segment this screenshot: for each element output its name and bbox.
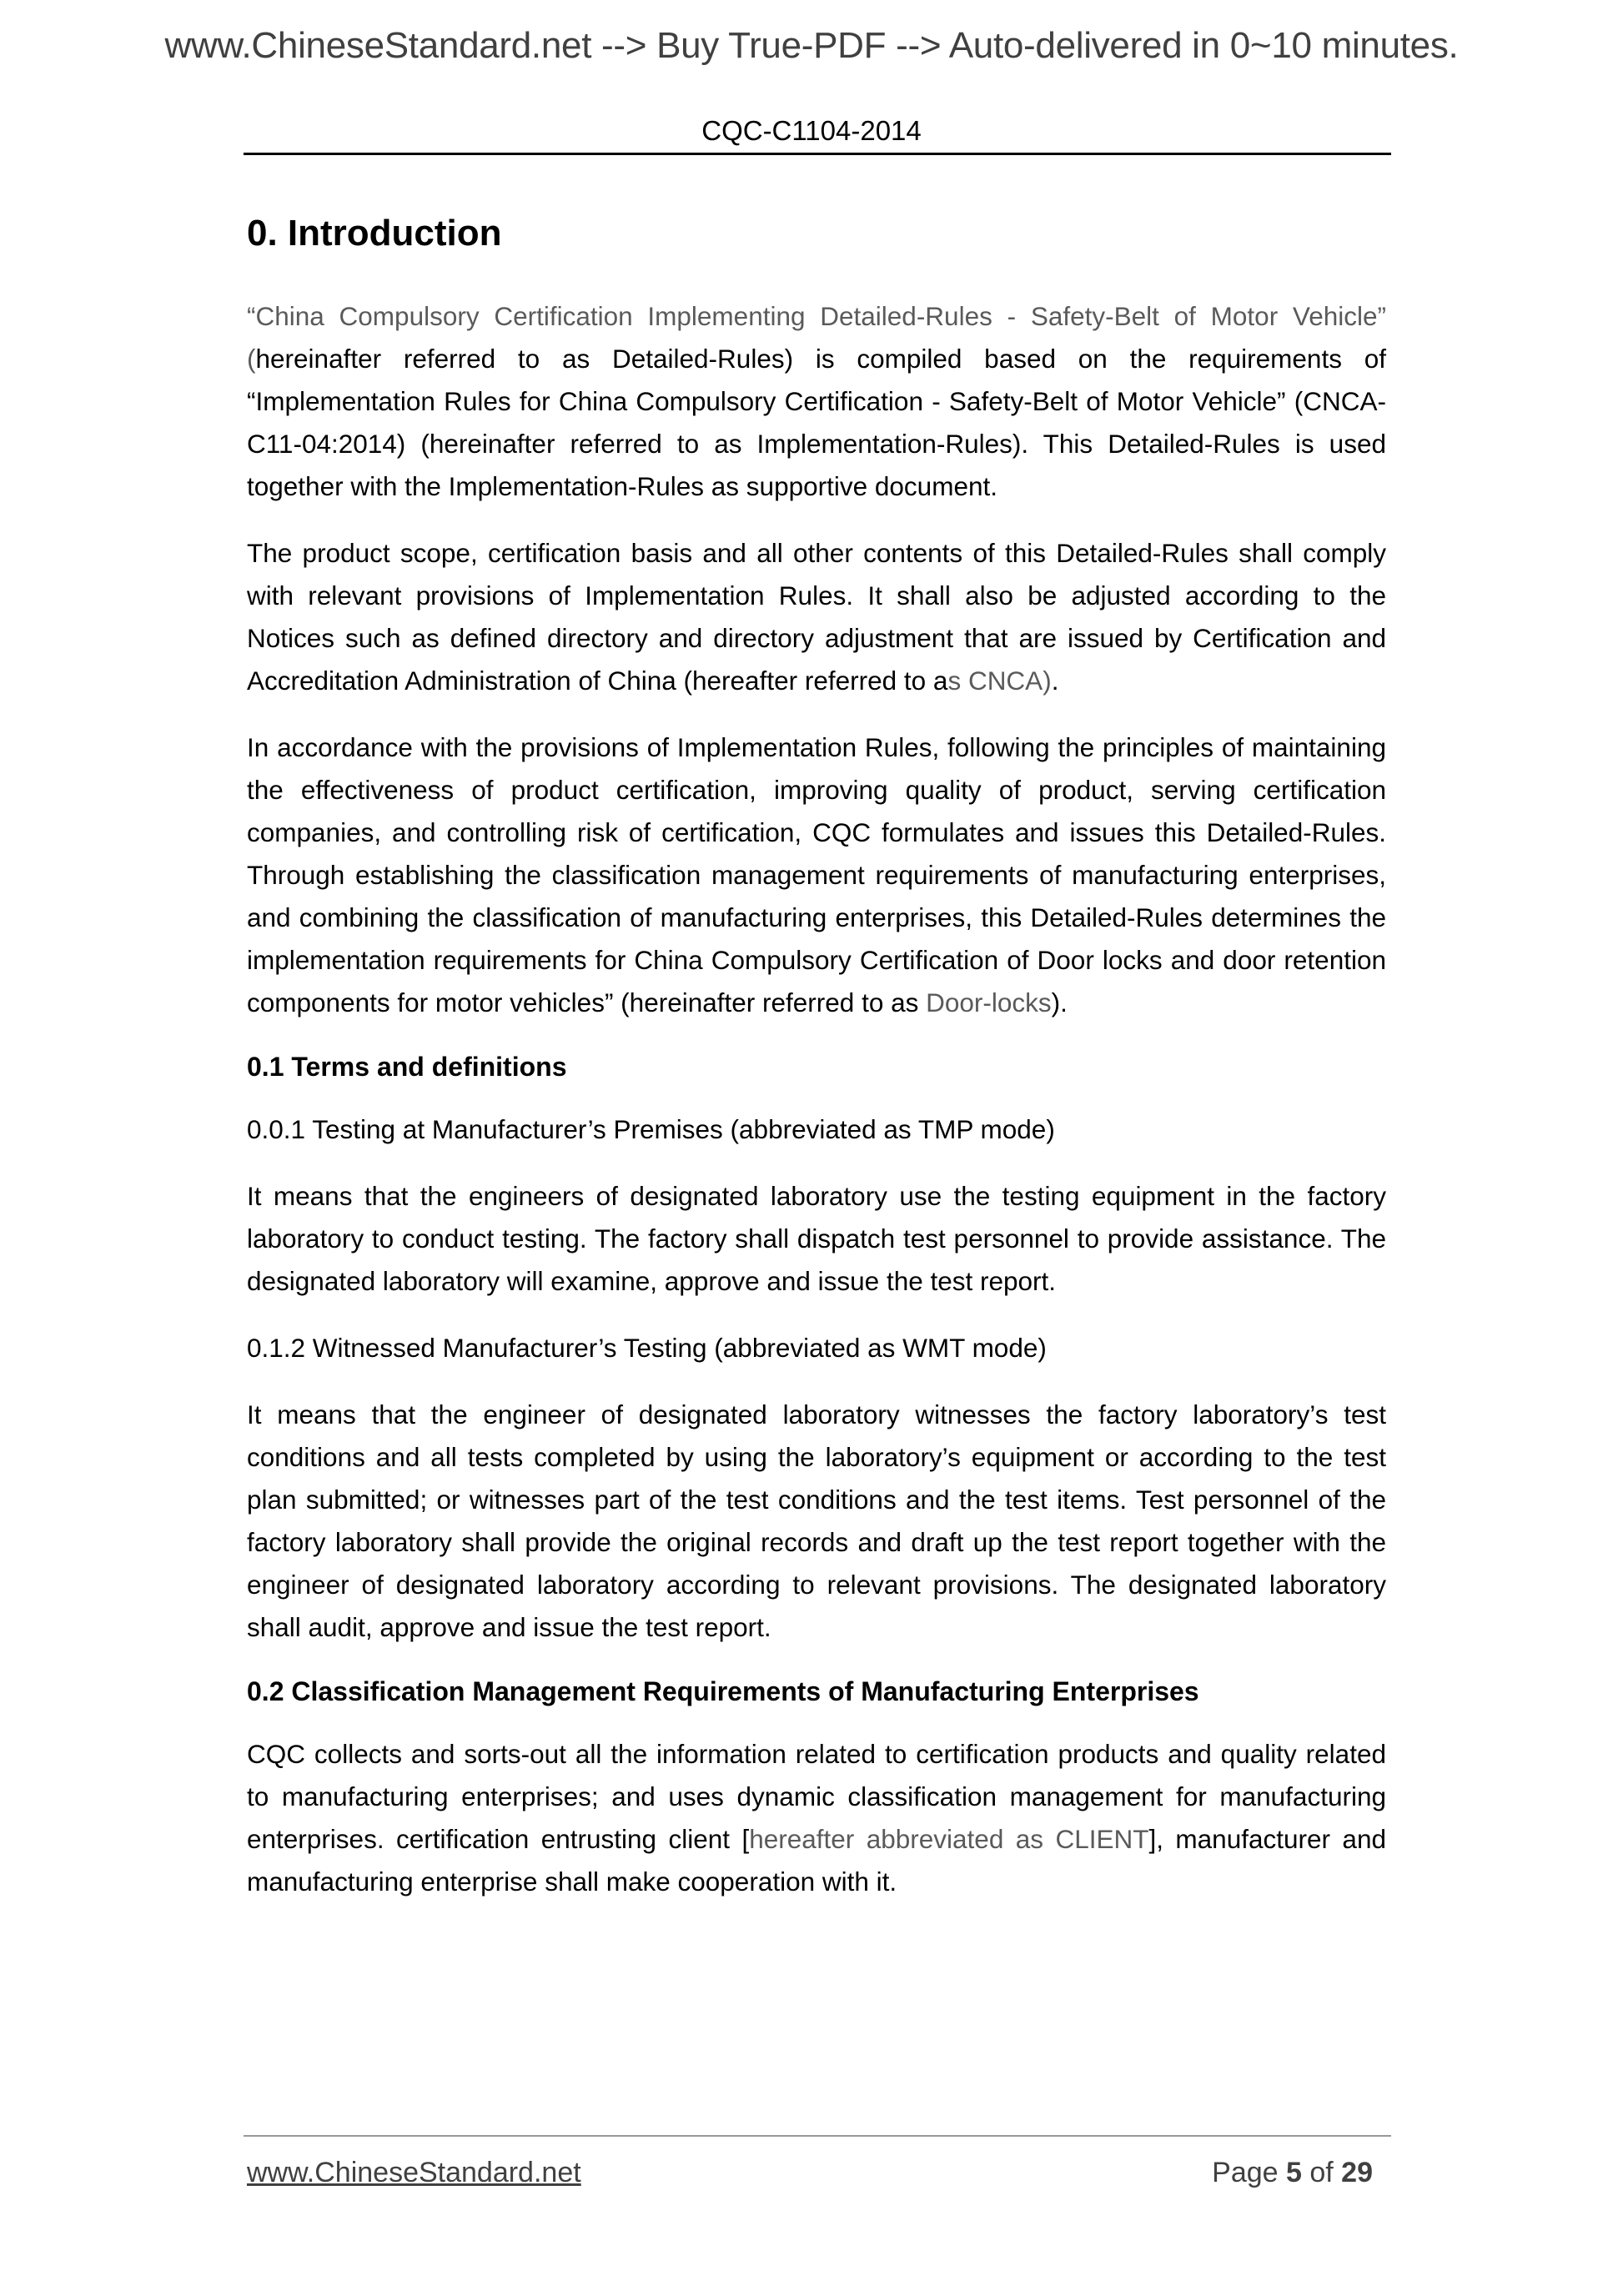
page-number: Page 5 of 29 xyxy=(1212,2157,1373,2188)
page-content xyxy=(247,208,1386,1927)
term-title-wmt: 0.1.2 Witnessed Manufacturer’s Testing (abbreviated as WMT mode) xyxy=(247,1333,1047,1363)
intro-paragraph-2: The product scope, certification basis and all other contents of this Detailed-Rules shall comply with relevant provisions of Implementation Rules. It shall also be adjusted according to the Notices such as defined directory and directory adjustment that are issued by Certification and Accreditation Administration of China (hereafter referred to as CNCA). xyxy=(247,538,1386,696)
section-title-introduction: 0. Introduction xyxy=(247,213,502,254)
classification-paragraph: CQC collects and sorts-out all the information related to certification products and quality related to manufacturing enterprises; and uses dynamic classification management for manufacturing enterprises. certification entrusting client [hereafter abbreviated as CLIENT], manufacturer and manufacturing enterprise shall make cooperation with it. xyxy=(247,1739,1386,1897)
section-title-terms: 0.1 Terms and definitions xyxy=(247,1052,567,1082)
header-divider xyxy=(244,153,1391,155)
intro-paragraph-1: “China Compulsory Certification Implementing Detailed-Rules - Safety-Belt of Motor Vehicle” (hereinafter referred to as Detailed-Rules) is compiled based on the requirements of “Implementation Rules for China Compulsory Certification - Safety-Belt of Motor Vehicle” (CNCA-C11-04:2014) (hereinafter referred to as Implementation-Rules). This Detailed-Rules is used together with the Implementation-Rules as supportive document. xyxy=(247,301,1386,501)
term-title-tmp: 0.0.1 Testing at Manufacturer’s Premises (abbreviated as TMP mode) xyxy=(247,1114,1055,1144)
total-pages: 29 xyxy=(1341,2157,1373,2188)
section-title-classification: 0.2 Classification Management Requirements of Manufacturing Enterprises xyxy=(247,1676,1199,1706)
term-definition-wmt: It means that the engineer of designated laboratory witnesses the factory laboratory’s test conditions and all tests completed by using the laboratory’s equipment or according to the test plan submitted; or witnesses part of the test conditions and the test items. Test personnel of the factory laboratory shall provide the original records and draft up the test report together with the engineer of designated laboratory according to relevant provisions. The designated laboratory shall audit, approve and issue the test report. xyxy=(247,1399,1386,1642)
document-id: CQC-C1104-2014 xyxy=(701,115,922,146)
intro-paragraph-3: In accordance with the provisions of Implementation Rules, following the principles of maintaining the effectiveness of product certification, improving quality of product, serving certification companies, and controlling risk of certification, CQC formulates and issues this Detailed-Rules. Through establishing the classification management requirements of manufacturing enterprises, and combining the classification of manufacturing enterprises, this Detailed-Rules determines the implementation requirements for China Compulsory Certification of Door locks and door retention components for motor vehicles” (hereinafter referred to as Door-locks). xyxy=(247,732,1386,1017)
banner-header: www.ChineseStandard.net --> Buy True-PDF --> Auto-delivered in 0~10 minutes. xyxy=(164,25,1459,66)
term-definition-tmp: It means that the engineers of designated laboratory use the testing equipment in the factory laboratory to conduct testing. The factory shall dispatch test personnel to provide assistance. The designated laboratory will examine, approve and issue the test report. xyxy=(247,1181,1386,1296)
current-page: 5 xyxy=(1286,2157,1302,2188)
quoted-title: “China Compulsory Certification Implementing Detailed-Rules - Safety-Belt of Motor Vehicle” ( xyxy=(247,301,1386,374)
footer-website-link[interactable]: www.ChineseStandard.net xyxy=(247,2157,581,2188)
footer-divider xyxy=(244,2135,1391,2137)
